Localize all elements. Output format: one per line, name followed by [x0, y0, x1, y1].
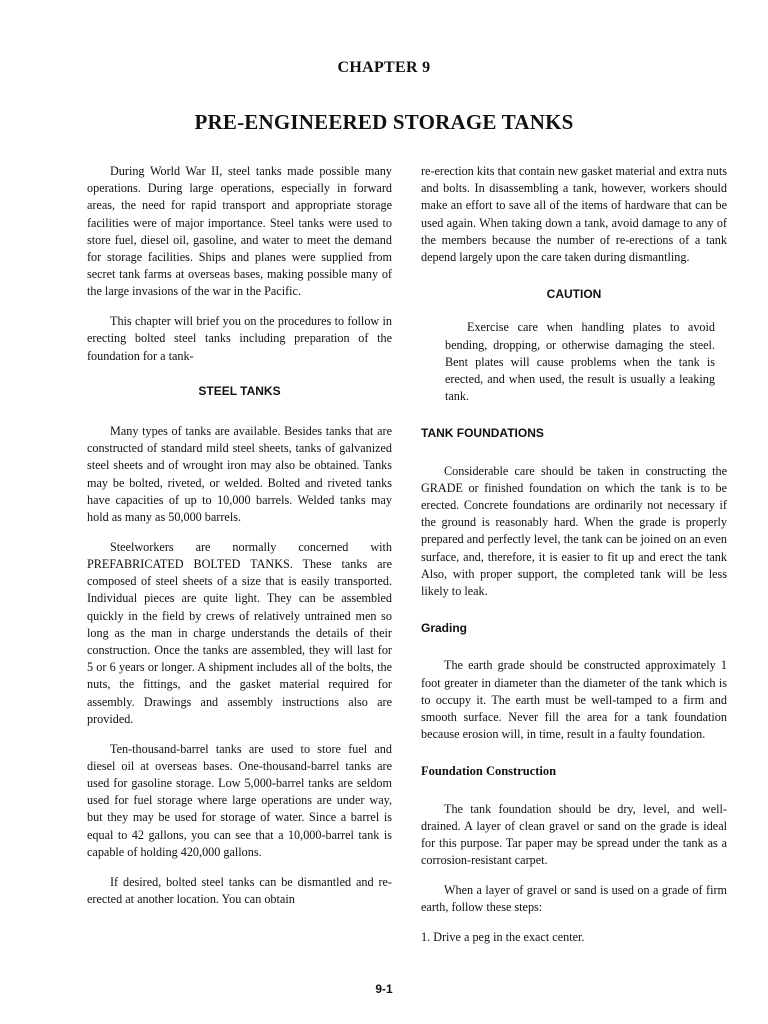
paragraph: Steelworkers are normally concerned with PREFABRICATED BOLTED TANKS. These tanks are composed of steel sheets of a size that is easily transported. Individual pieces are quite light. They can be assembled quickly in the field by crews of relatively untrained men so long as the man in charge understands the details of their construction. Once the tanks are assembled, they will last for 5 or 6 years or longer. A shipment includes all of the bolts, the nuts, the fittings, and the gasket material required for assembly. Drawings and assembly instructions also are provided.	[87, 539, 392, 726]
paragraph: Ten-thousand-barrel tanks are used to store fuel and diesel oil at overseas bases. One-thousand-barrel tanks are used for gasoline storage. Low 5,000-barrel tanks are seldom used for fuel storage where large operations are under way, but they may be used for storage of water. Since a barrel is equal to 42 gallons, you can see that a 10,000-barrel tank is capable of holding 420,000 gallons.	[87, 741, 392, 859]
list-item: 1. Drive a peg in the exact center.	[421, 930, 585, 945]
right-column	[421, 163, 727, 959]
caution-note	[445, 319, 715, 405]
paragraph: The earth grade should be constructed approximately 1 foot greater in diameter than the diameter of the tank which is to occupy it. The earth must be well-tamped to a firm and smooth surface. Never fill the area for a tank foundation because erosion will, in time, result in a faulty foundation.	[421, 658, 727, 742]
section-heading-tank-foundations: TANK FOUNDATIONS	[421, 426, 544, 441]
caution-text: Exercise care when handling plates to avoid bending, dropping, or otherwise damaging the steel. Bent plates will cause problems when the tank is erected, and when used, the result is usually a leaking tank.	[445, 320, 715, 404]
caution-heading: CAUTION	[546, 287, 602, 302]
page-number: 9-1	[375, 982, 393, 996]
subsection-heading-foundation-construction: Foundation Construction	[421, 764, 557, 779]
paragraph: re-erection kits that contain new gasket material and extra nuts and bolts. In disassembling a tank, however, workers should make an effort to save all of the items of hardware that can be used again. When taking down a tank, avoid damage to any of the members because the number of re-erections of a tank depend largely upon the care taken during dismantling.	[421, 164, 727, 265]
section-heading-steel-tanks: STEEL TANKS	[198, 383, 281, 398]
paragraph: The tank foundation should be dry, level, and well-drained. A layer of clean gravel or sand on the grade is ideal for this purpose. Tar paper may be spread under the tank as a corrosion-resistant carpet.	[421, 801, 727, 868]
left-column	[87, 163, 392, 921]
paragraph: This chapter will brief you on the procedures to follow in erecting bolted steel tanks including preparation of the foundation for a tank-	[87, 314, 392, 363]
chapter-label: CHAPTER 9	[337, 59, 431, 76]
paragraph: If desired, bolted steel tanks can be dismantled and re-erected at another location. You can obtain	[87, 874, 392, 906]
paragraph: Considerable care should be taken in constructing the GRADE or finished foundation on which the tank is to be erected. Concrete foundations are ordinarily not necessary if the ground is reasonably hard. When the grade is properly prepared and perfectly level, the tank can be joined on an even surface, and, therefore, it is easier to fit up and erect the tank Also, with proper support, the completed tank will be less likely to leak.	[421, 463, 727, 599]
page-title: PRE-ENGINEERED STORAGE TANKS	[194, 110, 574, 134]
paragraph: During World War II, steel tanks made possible many operations. During large operations, especially in forward areas, the need for rapid transport and appropriate storage facilities were of major importance. Steel tanks were used to store fuel, diesel oil, gasoline, and water to meet the demand for storage facilities. Ships and planes were supplied from secret tank farms at overseas bases, making possible many of the large invasions of the war in the Pacific.	[87, 164, 392, 299]
paragraph: When a layer of gravel or sand is used on a grade of firm earth, follow these steps:	[421, 883, 727, 915]
paragraph: Many types of tanks are available. Besides tanks that are constructed of standard mild steel sheets, tanks of galvanized steel sheets and of wrought iron may also be obtained. Tanks may be bolted, riveted, or welded. Bolted and riveted tanks have capacities of up to 10,000 barrels. Welded tanks may hold as many as 50,000 barrels.	[87, 424, 392, 525]
subsection-heading-grading: Grading	[421, 621, 468, 636]
